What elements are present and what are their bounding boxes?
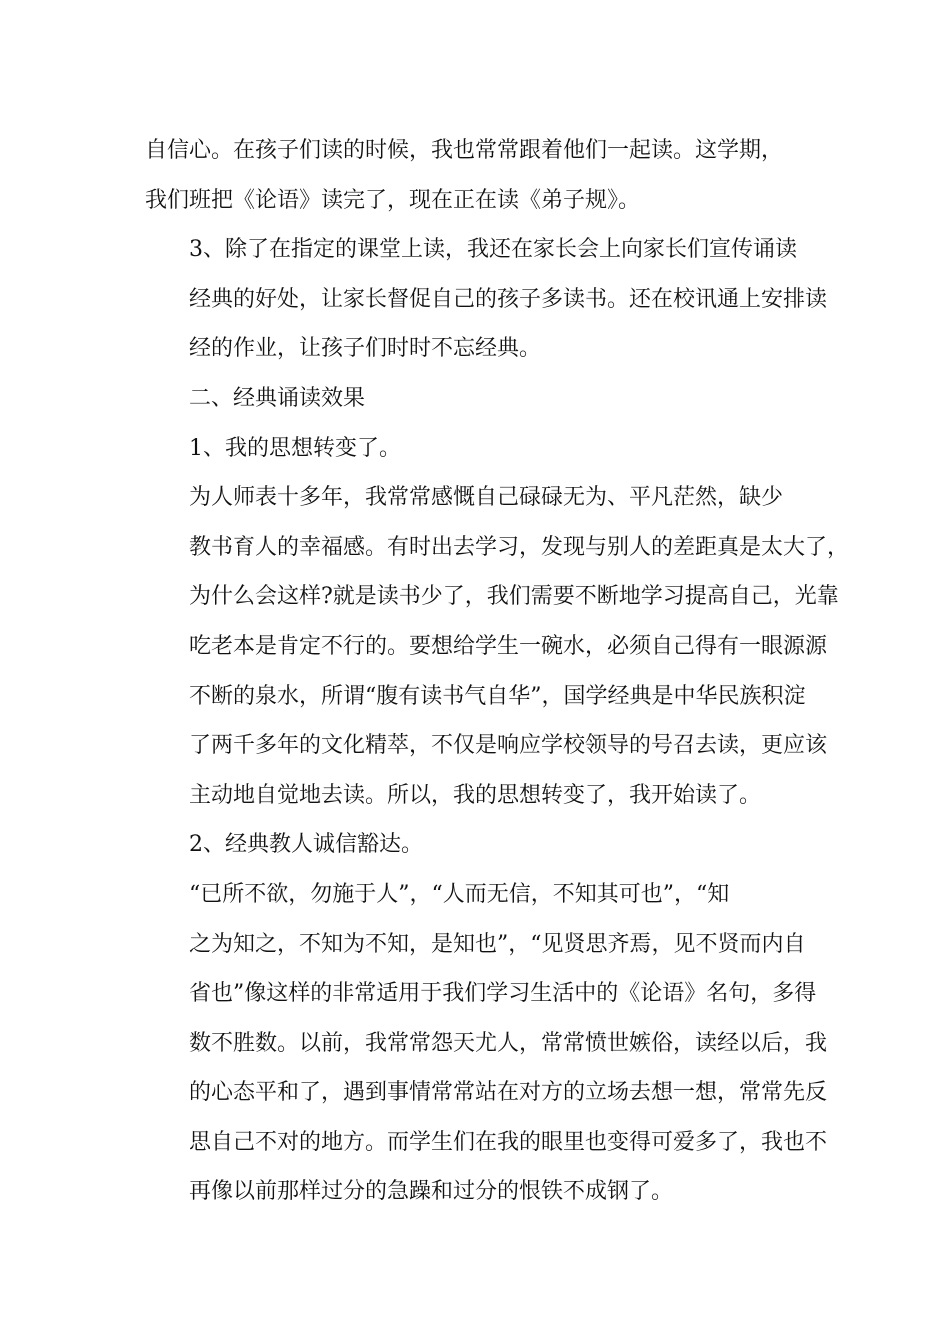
text-line: 为人师表十多年，我常常感慨自己碌碌无为、平凡茫然，缺少 xyxy=(189,485,784,511)
text-line: 数不胜数。以前，我常常怨天尤人，常常愤世嫉俗，读经以后，我 xyxy=(189,1030,828,1056)
text-line: 思自己不对的地方。而学生们在我的眼里也变得可爱多了，我也不 xyxy=(189,1129,828,1155)
text-line: 省也”像这样的非常适用于我们学习生活中的《论语》名句，多得 xyxy=(189,981,817,1007)
text-line: 1、我的思想转变了。 xyxy=(189,435,401,461)
paragraph-continuation xyxy=(145,126,810,225)
text-line: 的心态平和了，遇到事情常常站在对方的立场去想一想，常常先反 xyxy=(189,1080,828,1106)
text-line: 经典的好处，让家长督促自己的孩子多读书。还在校讯通上安排读 xyxy=(189,286,828,312)
text-line: “已所不欲，勿施于人”，“人而无信，不知其可也”，“知 xyxy=(189,881,730,907)
text-line: 二、经典诵读效果 xyxy=(189,385,366,411)
text-line: 为什么会这样?就是读书少了，我们需要不断地学习提高自己，光靠 xyxy=(189,584,839,610)
text-line: 经的作业，让孩子们时时不忘经典。 xyxy=(189,336,542,362)
text-line: 教书育人的幸福感。有时出去学习，发现与别人的差距真是太大了， xyxy=(189,534,850,560)
subheading-1 xyxy=(145,424,810,474)
text-line: 吃老本是肯定不行的。要想给学生一碗水，必须自己得有一眼源源 xyxy=(189,633,828,659)
text-line: 再像以前那样过分的急躁和过分的恨铁不成钢了。 xyxy=(189,1179,674,1205)
text-line: 我们班把《论语》读完了，现在正在读《弟子规》。 xyxy=(145,187,641,213)
paragraph-body-1 xyxy=(145,473,850,820)
text-line: 之为知之，不知为不知，是知也”，“见贤思齐焉，见不贤而内自 xyxy=(189,931,806,957)
text-line: 3、除了在指定的课堂上读，我还在家长会上向家长们宣传诵读 xyxy=(189,237,797,263)
text-line: 不断的泉水，所谓“腹有读书气自华”，国学经典是中华民族积淀 xyxy=(189,683,806,709)
section-heading xyxy=(145,374,810,424)
document-body xyxy=(145,126,850,1217)
paragraph-item-3 xyxy=(145,225,828,374)
subheading-2 xyxy=(145,820,810,870)
text-line: 主动地自觉地去读。所以，我的思想转变了，我开始读了。 xyxy=(189,782,762,808)
text-line: 2、经典教人诚信豁达。 xyxy=(189,832,423,858)
text-line: 了两千多年的文化精萃，不仅是响应学校领导的号召去读，更应该 xyxy=(189,733,828,759)
paragraph-body-2 xyxy=(145,870,828,1217)
text-line: 自信心。在孩子们读的时候，我也常常跟着他们一起读。这学期， xyxy=(145,138,784,163)
